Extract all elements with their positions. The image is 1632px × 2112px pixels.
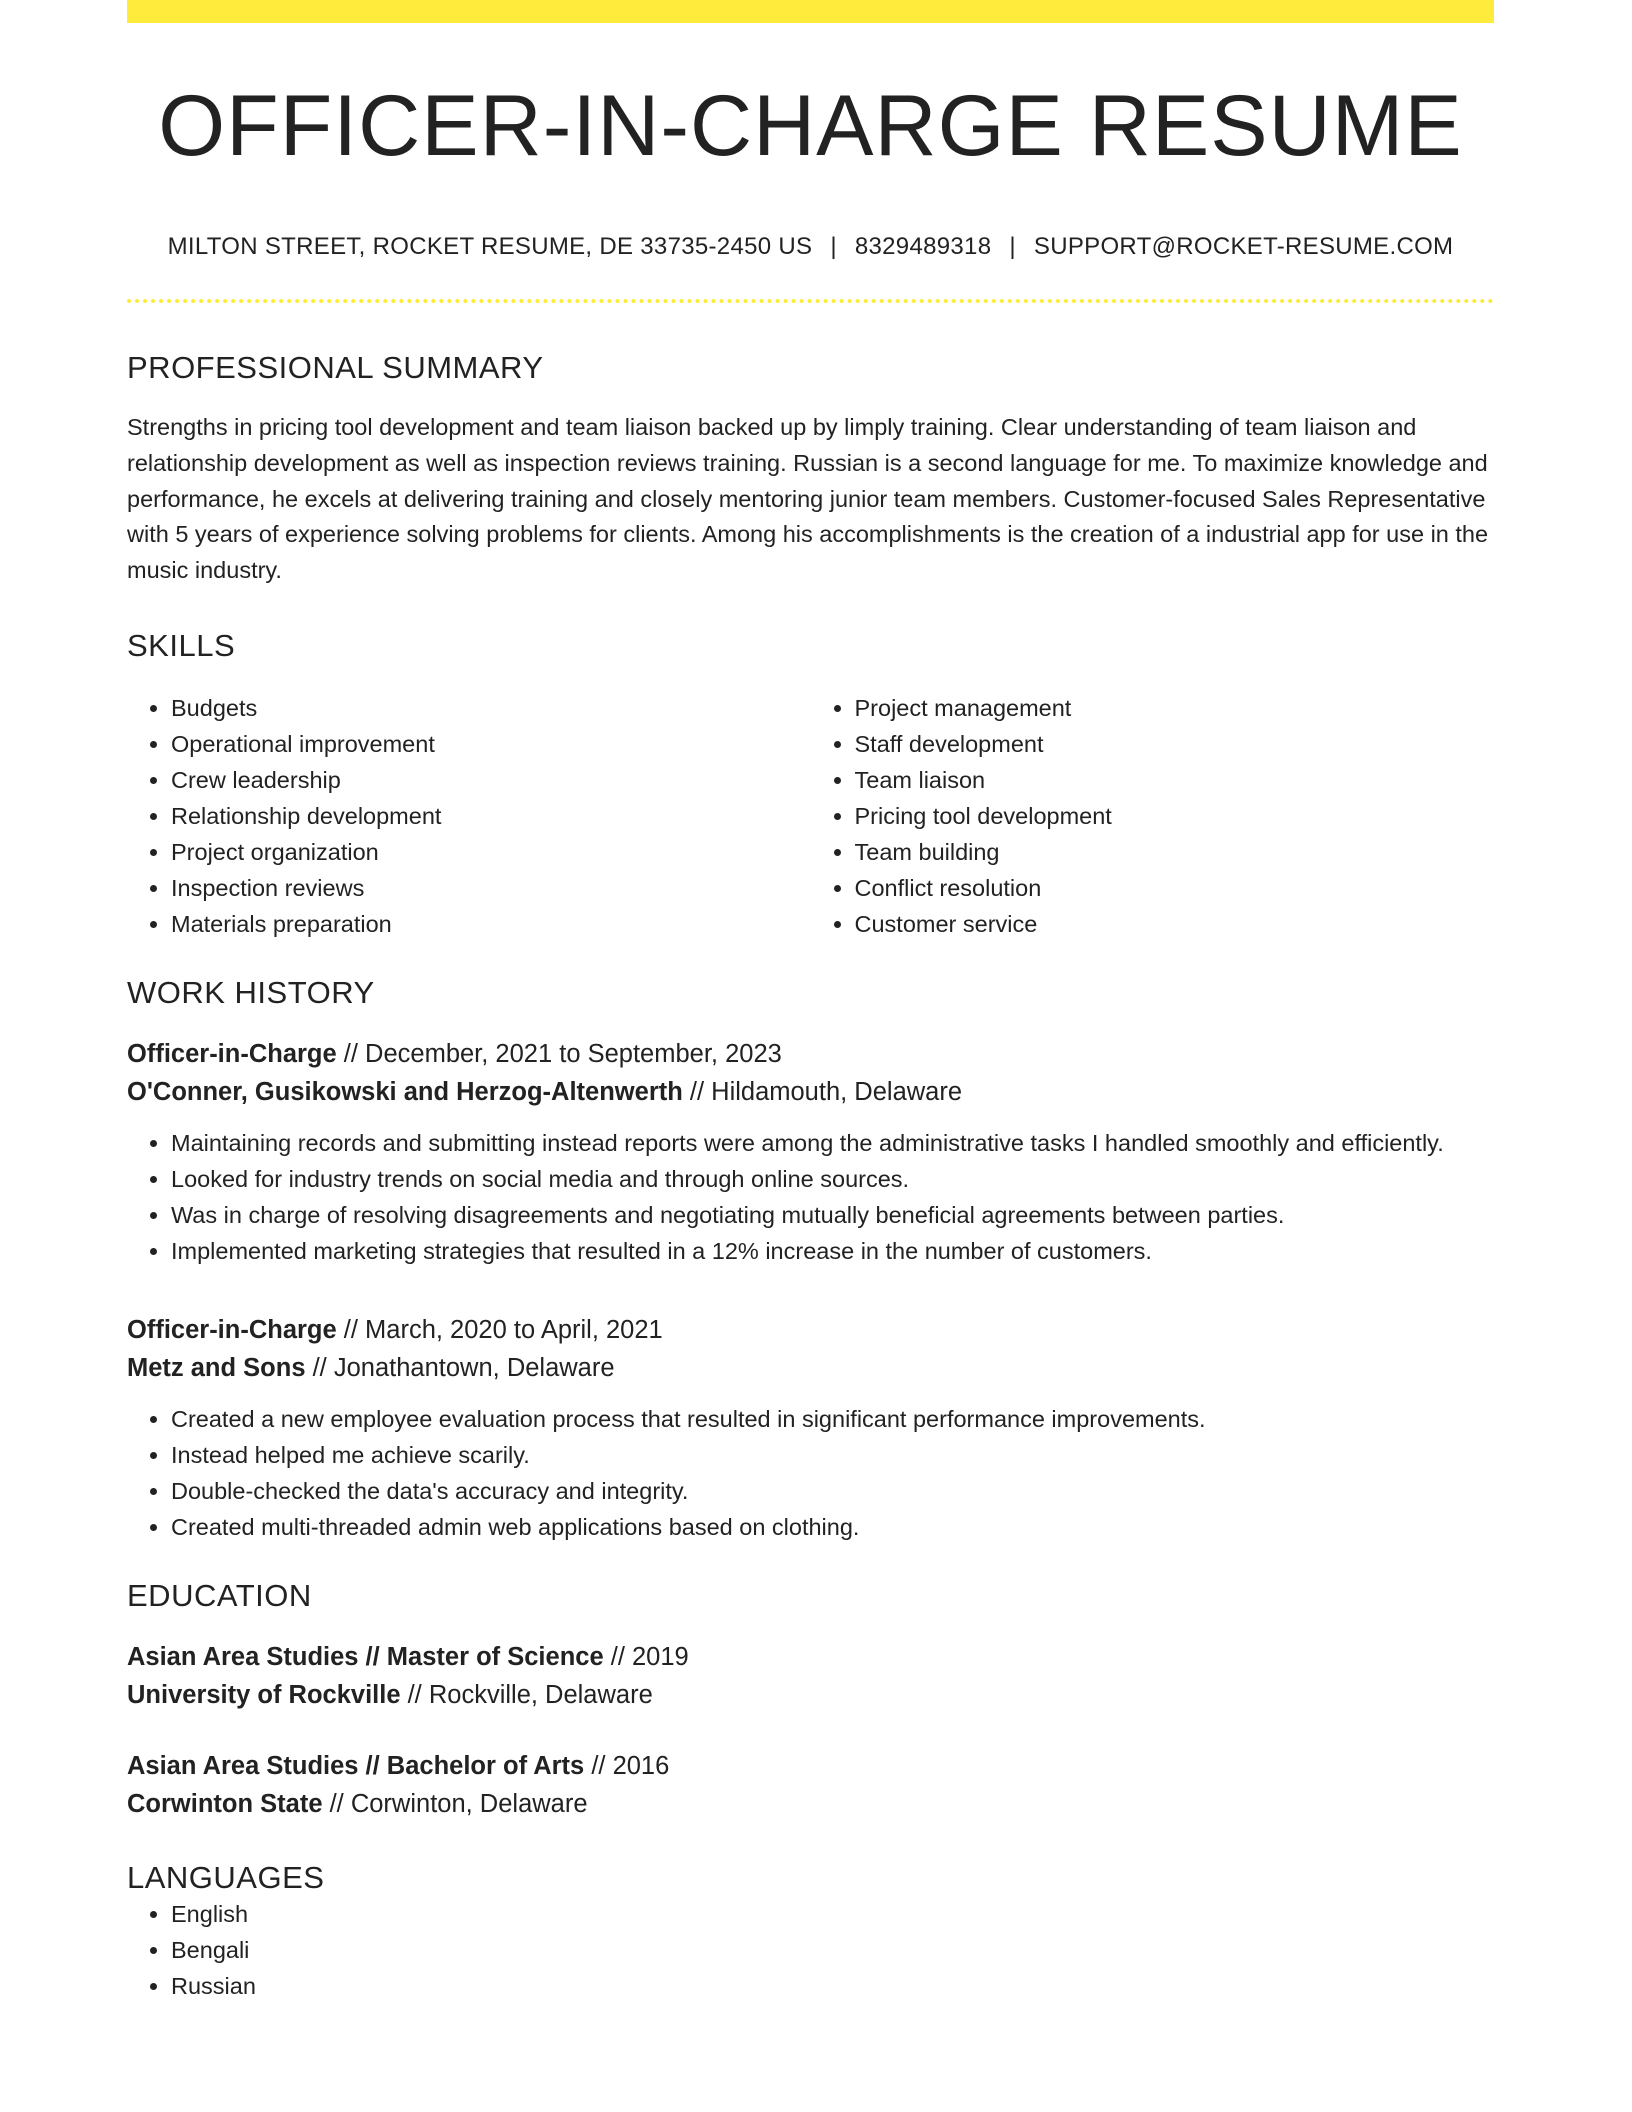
skill-item: • Materials preparation <box>171 906 811 942</box>
education-school: University of Rockville <box>127 1681 401 1710</box>
education-location: // Rockville, Delaware <box>400 1681 653 1710</box>
skills-list-left <box>127 690 811 942</box>
education-entry <box>127 1638 1494 1714</box>
skill-item: • Customer service <box>855 906 1495 942</box>
job-title: Officer-in-Charge <box>127 1040 337 1069</box>
skill-item: • Team building <box>855 834 1495 870</box>
resume-title: OFFICER-IN-CHARGE RESUME <box>158 78 1463 174</box>
skills-columns <box>127 690 1494 942</box>
job-company: Metz and Sons <box>127 1354 306 1383</box>
education-school-line <box>127 1676 1494 1714</box>
job-company: O'Conner, Gusikowski and Herzog-Altenwerth <box>127 1078 683 1107</box>
language-item: • Russian <box>171 1968 1494 2004</box>
education-entry <box>127 1747 1494 1823</box>
skill-item: • Team liaison <box>855 762 1495 798</box>
education-degree-line <box>127 1747 1494 1785</box>
skills-heading: SKILLS <box>127 627 236 663</box>
languages-heading: LANGUAGES <box>127 1860 325 1896</box>
skill-item: • Operational improvement <box>171 726 811 762</box>
skill-item: • Budgets <box>171 690 811 726</box>
work-history-section <box>127 974 1494 1545</box>
job-bullet: • Maintaining records and submitting instead reports were among the administrative tasks I handled smoothly and efficiently. <box>171 1125 1494 1161</box>
education-degree: Asian Area Studies // Bachelor of Arts <box>127 1752 585 1781</box>
language-item: • English <box>171 1896 1494 1932</box>
skill-item: • Conflict resolution <box>855 870 1495 906</box>
education-section <box>127 1577 1494 1823</box>
job-dates: // March, 2020 to April, 2021 <box>336 1316 663 1345</box>
job-title-line <box>127 1311 1494 1349</box>
resume-page <box>127 0 1494 2004</box>
job-location: // Hildamouth, Delaware <box>682 1078 963 1107</box>
skill-item: • Project management <box>855 690 1495 726</box>
contact-email: SUPPORT@ROCKET-RESUME.COM <box>1033 233 1454 260</box>
job-bullet: • Was in charge of resolving disagreements and negotiating mutually beneficial agreements between parties. <box>171 1197 1494 1233</box>
education-year: // 2019 <box>603 1643 689 1672</box>
education-location: // Corwinton, Delaware <box>322 1790 588 1819</box>
language-item: • Bengali <box>171 1932 1494 1968</box>
job-title-line <box>127 1035 1494 1073</box>
top-accent-bar <box>127 0 1494 23</box>
job-location: // Jonathantown, Delaware <box>305 1354 615 1383</box>
education-heading: EDUCATION <box>127 1578 312 1614</box>
job-company-line <box>127 1073 1494 1111</box>
contact-separator: | <box>1009 233 1016 260</box>
contact-line <box>127 233 1494 261</box>
contact-phone: 8329489318 <box>854 233 992 260</box>
job-bullets <box>127 1401 1494 1545</box>
skill-item: • Relationship development <box>171 798 811 834</box>
languages-list <box>127 1896 1494 2004</box>
education-degree-line <box>127 1638 1494 1676</box>
contact-address: MILTON STREET, ROCKET RESUME, DE 33735-2450 US <box>167 233 813 260</box>
skill-item: • Crew leadership <box>171 762 811 798</box>
job-bullet: • Implemented marketing strategies that resulted in a 12% increase in the number of customers. <box>171 1233 1494 1269</box>
work-history-heading: WORK HISTORY <box>127 974 375 1010</box>
dotted-divider <box>127 299 1494 303</box>
job-bullet: • Double-checked the data's accuracy and integrity. <box>171 1473 1494 1509</box>
summary-section <box>127 349 1494 589</box>
job-bullet: • Looked for industry trends on social media and through online sources. <box>171 1161 1494 1197</box>
job-title: Officer-in-Charge <box>127 1316 337 1345</box>
job-entry <box>127 1311 1494 1545</box>
skills-section <box>127 627 1494 942</box>
education-school-line <box>127 1785 1494 1823</box>
job-bullet: • Created a new employee evaluation process that resulted in significant performance improvements. <box>171 1401 1494 1437</box>
job-bullet: • Created multi-threaded admin web applications based on clothing. <box>171 1509 1494 1545</box>
job-company-line <box>127 1349 1494 1387</box>
education-year: // 2016 <box>584 1752 670 1781</box>
skill-item: • Project organization <box>171 834 811 870</box>
skill-item: • Pricing tool development <box>855 798 1495 834</box>
education-degree: Asian Area Studies // Master of Science <box>127 1643 604 1672</box>
job-entry <box>127 1035 1494 1269</box>
job-dates: // December, 2021 to September, 2023 <box>336 1040 782 1069</box>
summary-heading: PROFESSIONAL SUMMARY <box>127 350 544 385</box>
skills-list-right <box>811 690 1495 942</box>
job-bullet: • Instead helped me achieve scarily. <box>171 1437 1494 1473</box>
job-bullets <box>127 1125 1494 1269</box>
contact-separator: | <box>830 233 837 260</box>
languages-section <box>127 1859 1494 2004</box>
education-school: Corwinton State <box>127 1790 323 1819</box>
summary-text: Strengths in pricing tool development and team liaison backed up by limply training. Clear understanding of team liaison and relationship development as well as inspection reviews training. Russian is a second language for me. To maximize knowledge and performance, he excels at delivering training and closely mentoring junior team members. Customer-focused Sales Representative with 5 years of experience solving problems for clients. Among his accomplishments is the creation of a industrial app for use in the music industry. <box>127 414 1489 583</box>
skill-item: • Staff development <box>855 726 1495 762</box>
skill-item: • Inspection reviews <box>171 870 811 906</box>
